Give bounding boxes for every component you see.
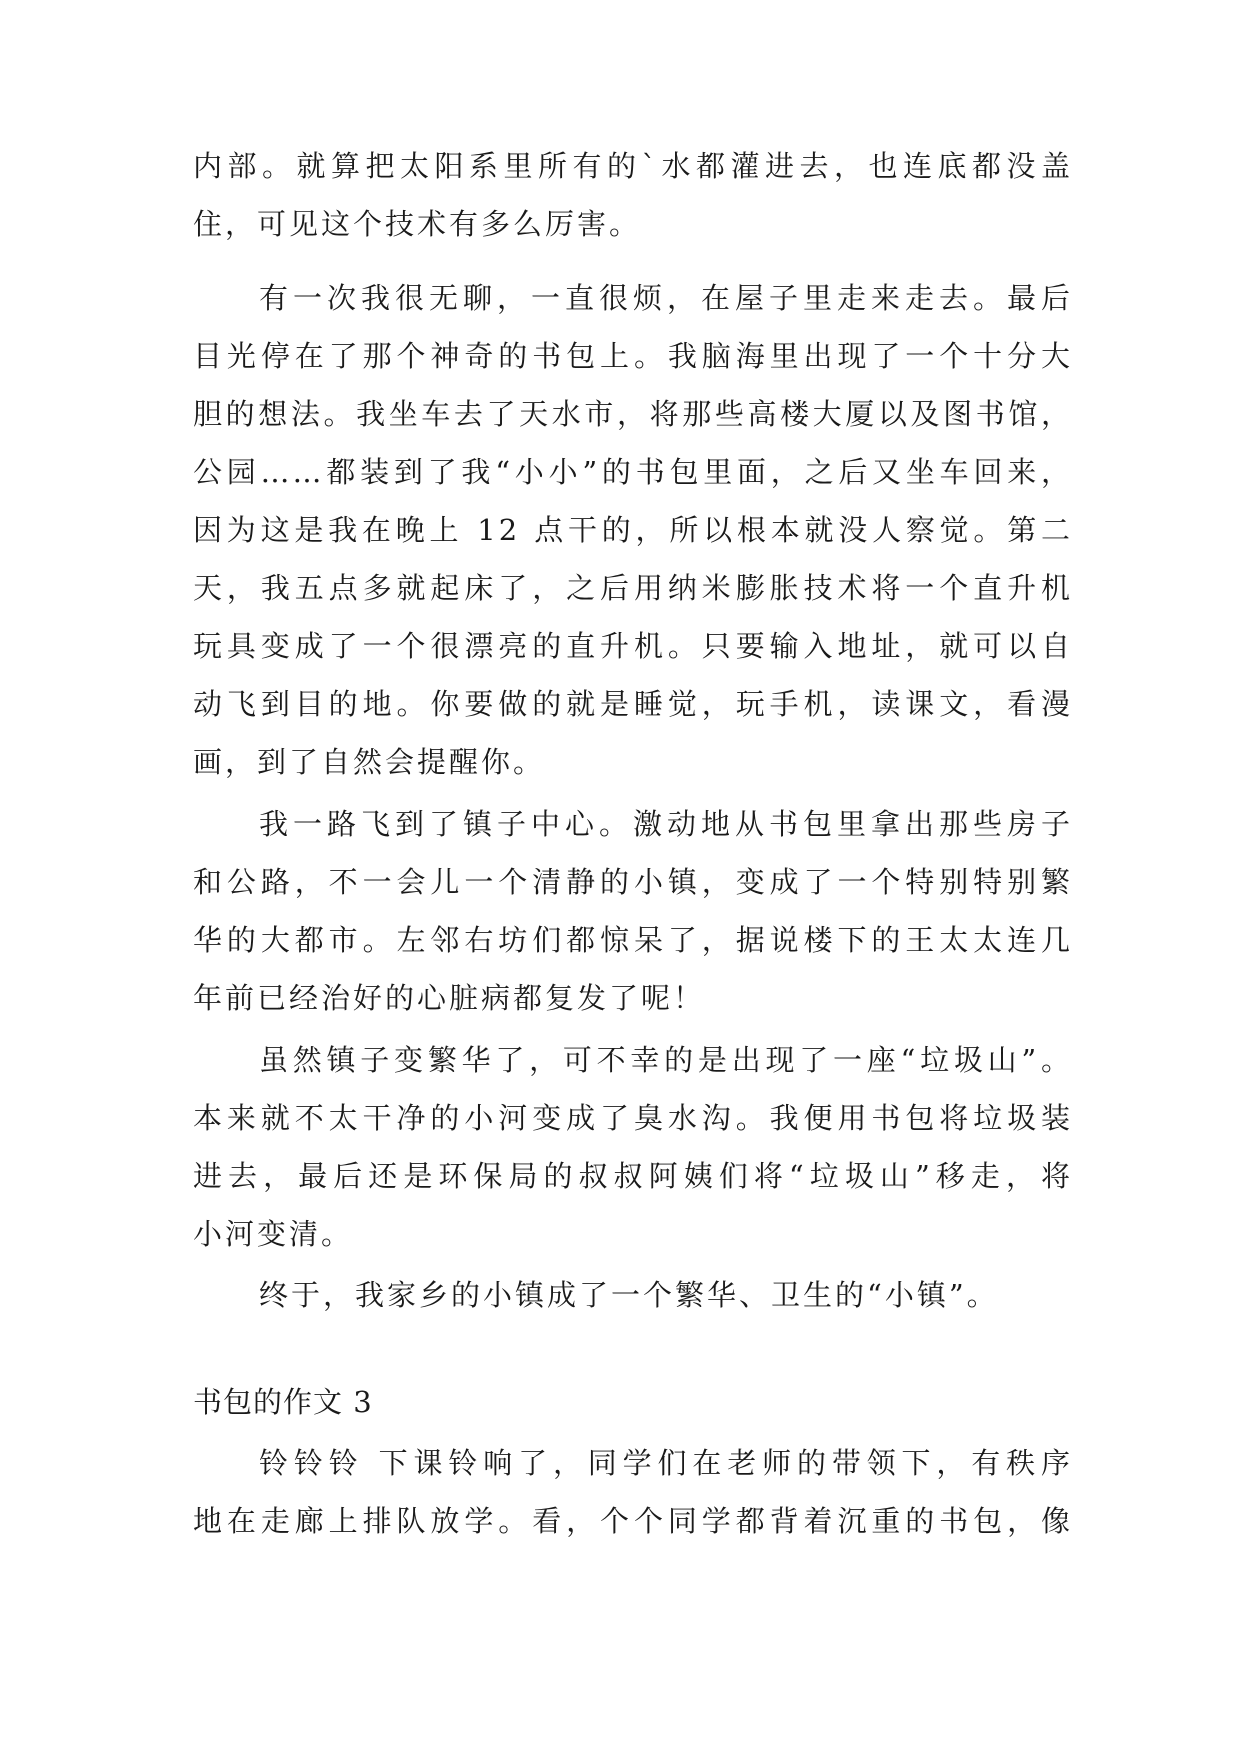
paragraph-first-line: 铃铃铃 下课铃响了，同学们在老师的带领下，有秩序 (259, 1446, 1073, 1480)
text-line: 和公路，不一会儿一个清静的小镇，变成了一个特别特别繁 (193, 865, 1073, 899)
text-line: 目光停在了那个神奇的书包上。我脑海里出现了一个十分大 (193, 339, 1073, 373)
paragraph-first-line: 有一次我很无聊，一直很烦，在屋子里走来走去。最后 (259, 281, 1073, 315)
text-line: 动飞到目的地。你要做的就是睡觉，玩手机，读课文，看漫 (193, 687, 1073, 721)
text-line: 住，可见这个技术有多么厉害。 (193, 207, 642, 241)
text-line: 地在走廊上排队放学。看，个个同学都背着沉重的书包，像 (193, 1504, 1073, 1538)
text-line: 天，我五点多就起床了，之后用纳米膨胀技术将一个直升机 (193, 571, 1073, 605)
section-heading: 书包的作文 3 (193, 1385, 373, 1419)
text-line: 公园……都装到了我“小小”的书包里面，之后又坐车回来， (193, 455, 1073, 489)
paragraph-first-line: 终于，我家乡的小镇成了一个繁华、卫生的“小镇”。 (259, 1278, 999, 1312)
text-line: 进去，最后还是环保局的叔叔阿姨们将“垃圾山”移走，将 (193, 1159, 1073, 1193)
text-line: 华的大都市。左邻右坊们都惊呆了，据说楼下的王太太连几 (193, 923, 1073, 957)
text-line: 年前已经治好的心脏病都复发了呢！ (193, 981, 706, 1015)
text-line: 内部。就算把太阳系里所有的`水都灌进去，也连底都没盖 (193, 149, 1073, 183)
text-line: 本来就不太干净的小河变成了臭水沟。我便用书包将垃圾装 (193, 1101, 1073, 1135)
paragraph-first-line: 虽然镇子变繁华了，可不幸的是出现了一座“垃圾山”。 (259, 1043, 1073, 1077)
text-line: 画，到了自然会提醒你。 (193, 745, 546, 779)
text-line: 小河变清。 (193, 1217, 354, 1251)
text-line: 玩具变成了一个很漂亮的直升机。只要输入地址，就可以自 (193, 629, 1073, 663)
paragraph-first-line: 我一路飞到了镇子中心。激动地从书包里拿出那些房子 (259, 807, 1073, 841)
text-line: 因为这是我在晚上 12 点干的，所以根本就没人察觉。第二 (193, 513, 1073, 547)
text-line: 胆的想法。我坐车去了天水市，将那些高楼大厦以及图书馆， (193, 397, 1073, 431)
